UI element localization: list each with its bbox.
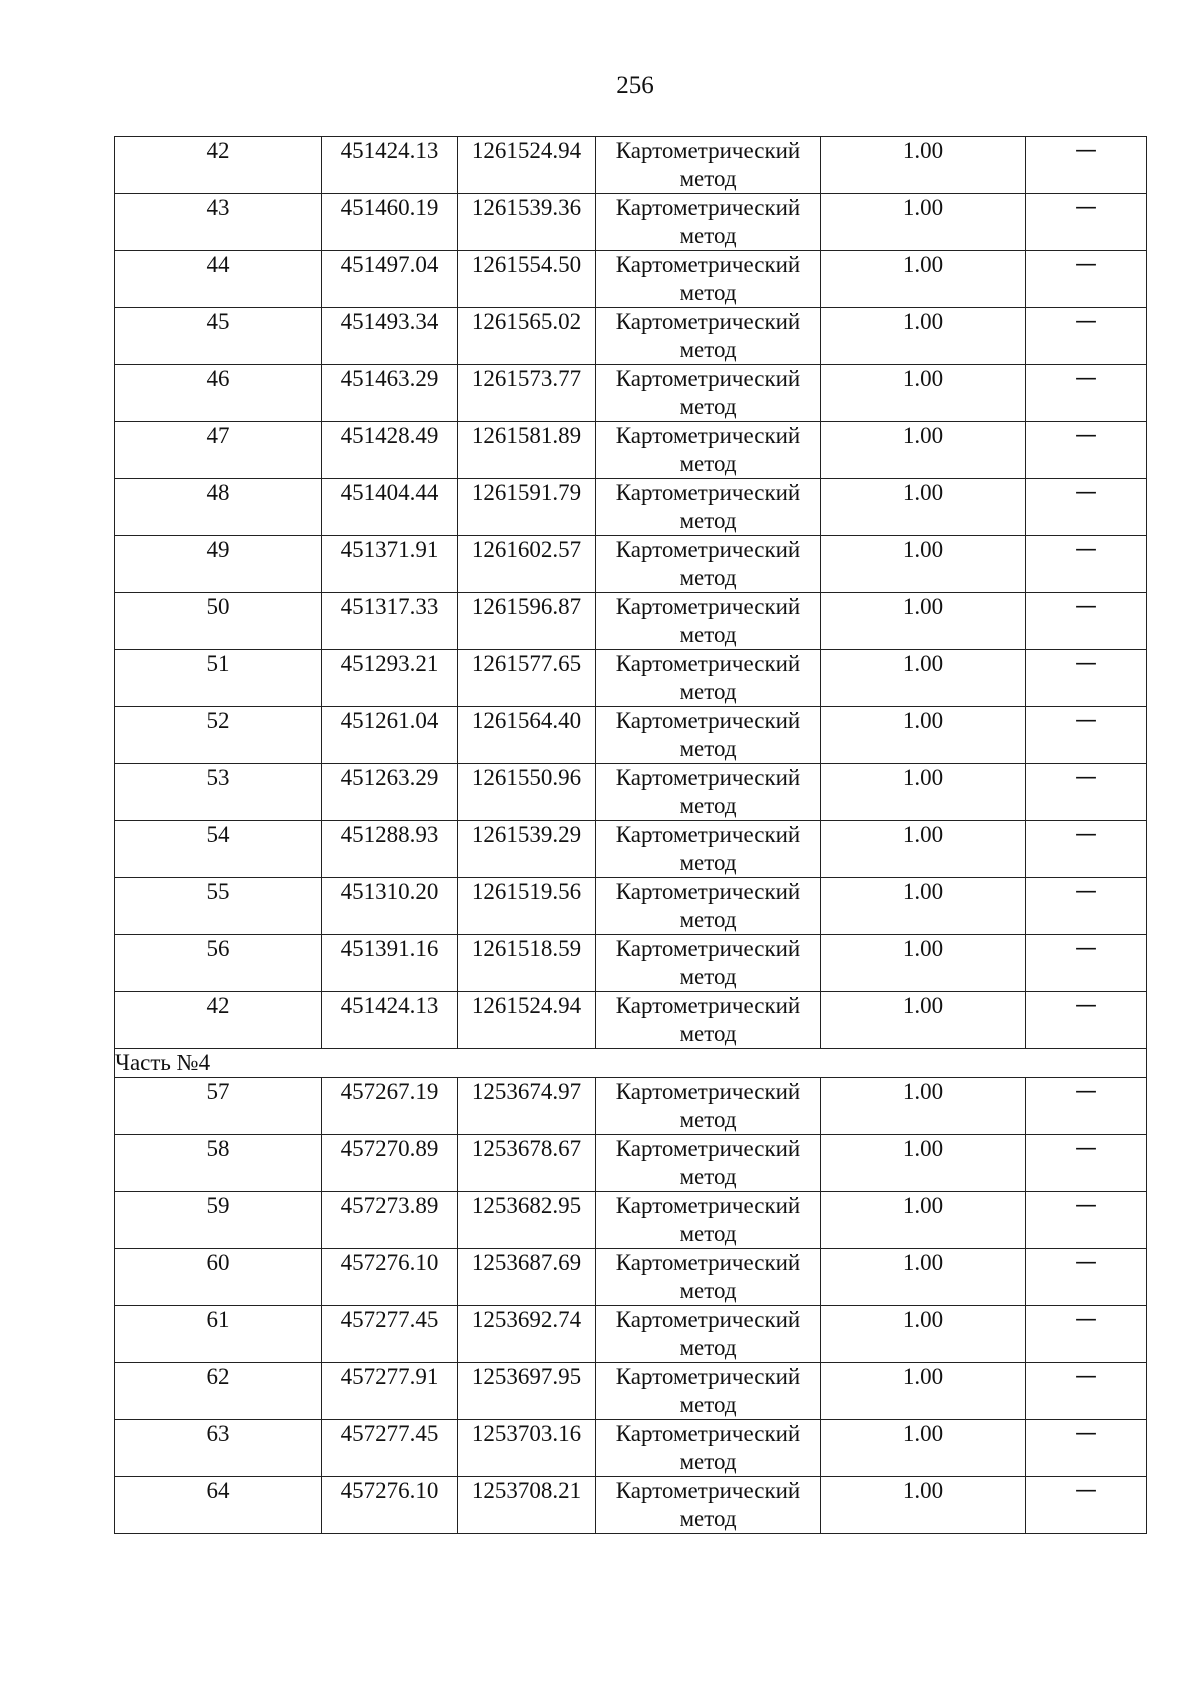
point-number-cell: 57 <box>115 1078 322 1135</box>
y-coordinate-cell: 1261602.57 <box>458 536 596 593</box>
y-coordinate-cell: 1253703.16 <box>458 1420 596 1477</box>
method-line-1: Картометрический <box>615 1250 801 1275</box>
point-number-cell: 61 <box>115 1306 322 1363</box>
method-line-1: Картометрический <box>615 537 801 562</box>
note-cell: — <box>1026 1477 1147 1534</box>
y-coordinate-cell: 1261591.79 <box>458 479 596 536</box>
y-coordinate-cell: 1261539.29 <box>458 821 596 878</box>
method-cell <box>596 1249 821 1306</box>
point-number-cell: 59 <box>115 1192 322 1249</box>
method-cell <box>596 1135 821 1192</box>
method-cell <box>596 479 821 536</box>
method-line-2: метод <box>679 394 737 419</box>
method-line-2: метод <box>679 850 737 875</box>
point-number-cell: 43 <box>115 194 322 251</box>
note-cell: — <box>1026 821 1147 878</box>
table-row <box>115 365 1147 422</box>
table-row <box>115 764 1147 821</box>
x-coordinate-cell: 451404.44 <box>322 479 458 536</box>
note-cell: — <box>1026 1420 1147 1477</box>
accuracy-cell: 1.00 <box>821 1135 1026 1192</box>
accuracy-cell: 1.00 <box>821 764 1026 821</box>
x-coordinate-cell: 457277.91 <box>322 1363 458 1420</box>
x-coordinate-cell: 451391.16 <box>322 935 458 992</box>
method-line-2: метод <box>679 223 737 248</box>
x-coordinate-cell: 457267.19 <box>322 1078 458 1135</box>
x-coordinate-cell: 451317.33 <box>322 593 458 650</box>
x-coordinate-cell: 451428.49 <box>322 422 458 479</box>
x-coordinate-cell: 457277.45 <box>322 1420 458 1477</box>
x-coordinate-cell: 457277.45 <box>322 1306 458 1363</box>
note-cell: — <box>1026 650 1147 707</box>
accuracy-cell: 1.00 <box>821 1477 1026 1534</box>
method-cell <box>596 536 821 593</box>
y-coordinate-cell: 1261554.50 <box>458 251 596 308</box>
note-cell: — <box>1026 365 1147 422</box>
table-row <box>115 992 1147 1049</box>
y-coordinate-cell: 1261539.36 <box>458 194 596 251</box>
y-coordinate-cell: 1253678.67 <box>458 1135 596 1192</box>
x-coordinate-cell: 451263.29 <box>322 764 458 821</box>
point-number-cell: 45 <box>115 308 322 365</box>
x-coordinate-cell: 451463.29 <box>322 365 458 422</box>
method-line-2: метод <box>679 565 737 590</box>
method-cell <box>596 251 821 308</box>
method-line-1: Картометрический <box>615 993 801 1018</box>
method-cell <box>596 764 821 821</box>
table-row <box>115 422 1147 479</box>
method-line-2: метод <box>679 1221 737 1246</box>
coordinates-table-body <box>115 137 1147 1534</box>
x-coordinate-cell: 451288.93 <box>322 821 458 878</box>
y-coordinate-cell: 1253674.97 <box>458 1078 596 1135</box>
y-coordinate-cell: 1253682.95 <box>458 1192 596 1249</box>
x-coordinate-cell: 451261.04 <box>322 707 458 764</box>
point-number-cell: 53 <box>115 764 322 821</box>
accuracy-cell: 1.00 <box>821 308 1026 365</box>
accuracy-cell: 1.00 <box>821 1363 1026 1420</box>
accuracy-cell: 1.00 <box>821 479 1026 536</box>
accuracy-cell: 1.00 <box>821 1249 1026 1306</box>
method-line-1: Картометрический <box>615 1193 801 1218</box>
x-coordinate-cell: 451310.20 <box>322 878 458 935</box>
accuracy-cell: 1.00 <box>821 1306 1026 1363</box>
method-line-1: Картометрический <box>615 195 801 220</box>
note-cell: — <box>1026 308 1147 365</box>
method-line-2: метод <box>679 793 737 818</box>
x-coordinate-cell: 451424.13 <box>322 992 458 1049</box>
method-line-1: Картометрический <box>615 1478 801 1503</box>
accuracy-cell: 1.00 <box>821 251 1026 308</box>
method-line-2: метод <box>679 1021 737 1046</box>
accuracy-cell: 1.00 <box>821 650 1026 707</box>
method-line-2: метод <box>679 736 737 761</box>
method-cell <box>596 1477 821 1534</box>
method-cell <box>596 137 821 194</box>
note-cell: — <box>1026 992 1147 1049</box>
accuracy-cell: 1.00 <box>821 137 1026 194</box>
method-cell <box>596 1078 821 1135</box>
method-line-1: Картометрический <box>615 1307 801 1332</box>
point-number-cell: 42 <box>115 137 322 194</box>
method-line-1: Картометрический <box>615 1136 801 1161</box>
section-header-row <box>115 1049 1147 1078</box>
note-cell: — <box>1026 1249 1147 1306</box>
x-coordinate-cell: 451493.34 <box>322 308 458 365</box>
method-line-1: Картометрический <box>615 480 801 505</box>
method-line-2: метод <box>679 1449 737 1474</box>
method-cell <box>596 821 821 878</box>
note-cell: — <box>1026 1306 1147 1363</box>
x-coordinate-cell: 457270.89 <box>322 1135 458 1192</box>
note-cell: — <box>1026 194 1147 251</box>
point-number-cell: 58 <box>115 1135 322 1192</box>
note-cell: — <box>1026 422 1147 479</box>
method-line-1: Картометрический <box>615 822 801 847</box>
method-line-1: Картометрический <box>615 1079 801 1104</box>
note-cell: — <box>1026 251 1147 308</box>
method-cell <box>596 1192 821 1249</box>
table-row <box>115 308 1147 365</box>
method-line-1: Картометрический <box>615 366 801 391</box>
method-line-2: метод <box>679 1392 737 1417</box>
x-coordinate-cell: 451371.91 <box>322 536 458 593</box>
accuracy-cell: 1.00 <box>821 593 1026 650</box>
table-row <box>115 1363 1147 1420</box>
point-number-cell: 63 <box>115 1420 322 1477</box>
accuracy-cell: 1.00 <box>821 821 1026 878</box>
method-line-1: Картометрический <box>615 1421 801 1446</box>
y-coordinate-cell: 1261564.40 <box>458 707 596 764</box>
y-coordinate-cell: 1253708.21 <box>458 1477 596 1534</box>
method-line-2: метод <box>679 1506 737 1531</box>
x-coordinate-cell: 451497.04 <box>322 251 458 308</box>
accuracy-cell: 1.00 <box>821 1192 1026 1249</box>
note-cell: — <box>1026 935 1147 992</box>
note-cell: — <box>1026 878 1147 935</box>
accuracy-cell: 1.00 <box>821 1420 1026 1477</box>
table-row <box>115 1135 1147 1192</box>
method-cell <box>596 1306 821 1363</box>
table-row <box>115 1192 1147 1249</box>
method-line-2: метод <box>679 964 737 989</box>
method-cell <box>596 650 821 707</box>
note-cell: — <box>1026 1363 1147 1420</box>
point-number-cell: 50 <box>115 593 322 650</box>
method-cell <box>596 422 821 479</box>
method-cell <box>596 1420 821 1477</box>
point-number-cell: 48 <box>115 479 322 536</box>
y-coordinate-cell: 1261524.94 <box>458 992 596 1049</box>
x-coordinate-cell: 451293.21 <box>322 650 458 707</box>
table-row <box>115 1249 1147 1306</box>
method-cell <box>596 593 821 650</box>
table-row <box>115 1078 1147 1135</box>
method-line-1: Картометрический <box>615 423 801 448</box>
method-line-1: Картометрический <box>615 1364 801 1389</box>
method-line-2: метод <box>679 1335 737 1360</box>
method-line-1: Картометрический <box>615 936 801 961</box>
method-line-1: Картометрический <box>615 651 801 676</box>
method-cell <box>596 992 821 1049</box>
x-coordinate-cell: 457276.10 <box>322 1477 458 1534</box>
table-row <box>115 707 1147 764</box>
method-line-2: метод <box>679 451 737 476</box>
x-coordinate-cell: 451460.19 <box>322 194 458 251</box>
accuracy-cell: 1.00 <box>821 536 1026 593</box>
y-coordinate-cell: 1261596.87 <box>458 593 596 650</box>
method-line-2: метод <box>679 508 737 533</box>
y-coordinate-cell: 1261518.59 <box>458 935 596 992</box>
accuracy-cell: 1.00 <box>821 1078 1026 1135</box>
table-row <box>115 821 1147 878</box>
point-number-cell: 55 <box>115 878 322 935</box>
y-coordinate-cell: 1261573.77 <box>458 365 596 422</box>
note-cell: — <box>1026 479 1147 536</box>
method-cell <box>596 1363 821 1420</box>
y-coordinate-cell: 1253697.95 <box>458 1363 596 1420</box>
accuracy-cell: 1.00 <box>821 935 1026 992</box>
point-number-cell: 42 <box>115 992 322 1049</box>
coordinates-table <box>114 136 1147 1534</box>
accuracy-cell: 1.00 <box>821 422 1026 479</box>
y-coordinate-cell: 1261577.65 <box>458 650 596 707</box>
accuracy-cell: 1.00 <box>821 878 1026 935</box>
point-number-cell: 64 <box>115 1477 322 1534</box>
point-number-cell: 51 <box>115 650 322 707</box>
note-cell: — <box>1026 1078 1147 1135</box>
method-line-1: Картометрический <box>615 138 801 163</box>
note-cell: — <box>1026 707 1147 764</box>
method-line-2: метод <box>679 166 737 191</box>
y-coordinate-cell: 1253687.69 <box>458 1249 596 1306</box>
y-coordinate-cell: 1261581.89 <box>458 422 596 479</box>
x-coordinate-cell: 457273.89 <box>322 1192 458 1249</box>
method-cell <box>596 365 821 422</box>
method-cell <box>596 878 821 935</box>
y-coordinate-cell: 1261550.96 <box>458 764 596 821</box>
method-line-2: метод <box>679 622 737 647</box>
table-row <box>115 536 1147 593</box>
y-coordinate-cell: 1261524.94 <box>458 137 596 194</box>
method-line-1: Картометрический <box>615 765 801 790</box>
method-line-2: метод <box>679 337 737 362</box>
note-cell: — <box>1026 593 1147 650</box>
note-cell: — <box>1026 764 1147 821</box>
table-row <box>115 878 1147 935</box>
table-row <box>115 137 1147 194</box>
method-line-2: метод <box>679 1278 737 1303</box>
point-number-cell: 44 <box>115 251 322 308</box>
table-row <box>115 935 1147 992</box>
table-row <box>115 479 1147 536</box>
method-cell <box>596 707 821 764</box>
table-row <box>115 251 1147 308</box>
method-line-1: Картометрический <box>615 708 801 733</box>
point-number-cell: 47 <box>115 422 322 479</box>
method-line-2: метод <box>679 1107 737 1132</box>
x-coordinate-cell: 451424.13 <box>322 137 458 194</box>
note-cell: — <box>1026 536 1147 593</box>
accuracy-cell: 1.00 <box>821 365 1026 422</box>
method-line-1: Картометрический <box>615 309 801 334</box>
note-cell: — <box>1026 137 1147 194</box>
y-coordinate-cell: 1261519.56 <box>458 878 596 935</box>
point-number-cell: 56 <box>115 935 322 992</box>
page-number: 256 <box>616 72 654 99</box>
note-cell: — <box>1026 1192 1147 1249</box>
point-number-cell: 49 <box>115 536 322 593</box>
method-line-2: метод <box>679 280 737 305</box>
method-line-2: метод <box>679 1164 737 1189</box>
method-cell <box>596 308 821 365</box>
accuracy-cell: 1.00 <box>821 194 1026 251</box>
table-row <box>115 1477 1147 1534</box>
accuracy-cell: 1.00 <box>821 992 1026 1049</box>
method-line-2: метод <box>679 679 737 704</box>
accuracy-cell: 1.00 <box>821 707 1026 764</box>
point-number-cell: 46 <box>115 365 322 422</box>
section-label: Часть №4 <box>115 1049 1147 1078</box>
table-row <box>115 194 1147 251</box>
x-coordinate-cell: 457276.10 <box>322 1249 458 1306</box>
method-line-1: Картометрический <box>615 879 801 904</box>
method-cell <box>596 935 821 992</box>
method-line-1: Картометрический <box>615 252 801 277</box>
method-line-2: метод <box>679 907 737 932</box>
table-row <box>115 1306 1147 1363</box>
method-cell <box>596 194 821 251</box>
note-cell: — <box>1026 1135 1147 1192</box>
table-row <box>115 1420 1147 1477</box>
table-row <box>115 593 1147 650</box>
point-number-cell: 54 <box>115 821 322 878</box>
table-row <box>115 650 1147 707</box>
point-number-cell: 62 <box>115 1363 322 1420</box>
point-number-cell: 60 <box>115 1249 322 1306</box>
point-number-cell: 52 <box>115 707 322 764</box>
method-line-1: Картометрический <box>615 594 801 619</box>
y-coordinate-cell: 1261565.02 <box>458 308 596 365</box>
y-coordinate-cell: 1253692.74 <box>458 1306 596 1363</box>
